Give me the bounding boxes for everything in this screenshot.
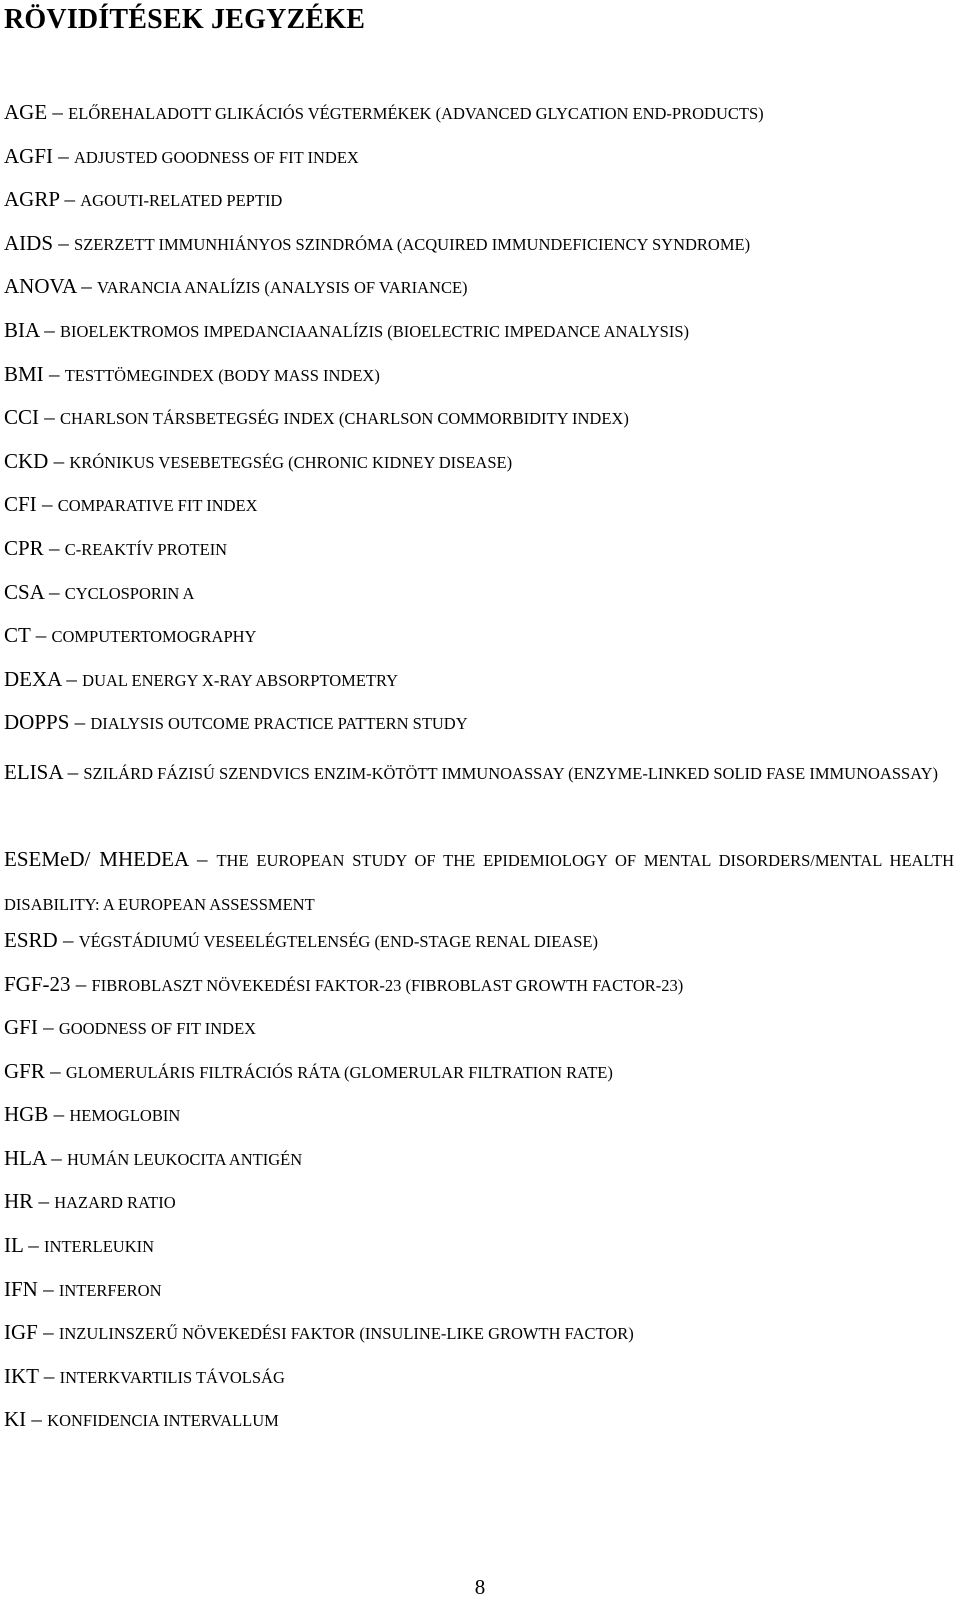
abbreviation-entry: [4, 925, 954, 969]
abbreviation-term: BMI: [4, 361, 44, 386]
abbreviation-definition: HUMÁN LEUKOCITA ANTIGÉN: [67, 1149, 303, 1169]
abbreviation-entry: [4, 228, 954, 272]
abbreviation-term: CCI: [4, 405, 40, 430]
abbreviation-separator: –: [53, 230, 75, 255]
abbreviation-separator: –: [39, 317, 61, 342]
abbreviation-definition: KRÓNIKUS VESEBETEGSÉG (CHRONIC KIDNEY DISEASE): [69, 452, 513, 472]
abbreviation-definition: CHARLSON TÁRSBETEGSÉG INDEX (CHARLSON COMMORBIDITY INDEX): [60, 409, 629, 429]
abbreviation-entry: [4, 1143, 954, 1187]
abbreviation-term: ANOVA: [4, 274, 76, 299]
abbreviation-definition: FIBROBLASZT NÖVEKEDÉSI FAKTOR-23 (FIBROBLAST GROWTH FACTOR-23): [91, 975, 684, 995]
abbreviation-separator: –: [69, 710, 91, 735]
abbreviation-entry: [4, 141, 954, 185]
abbreviation-entry: [4, 315, 954, 359]
abbreviation-term: FGF-23: [4, 971, 71, 996]
abbreviation-entry: [4, 1099, 954, 1143]
abbreviation-separator: –: [53, 143, 75, 168]
abbreviation-term: IGF: [4, 1320, 38, 1345]
abbreviation-definition: GLOMERULÁRIS FILTRÁCIÓS RÁTA (GLOMERULAR FILTRATION RATE): [65, 1062, 613, 1082]
abbreviation-definition: THE EUROPEAN STUDY OF THE EPIDEMIOLOGY OF MENTAL DISORDERS/MENTAL HEALTH DISABILITY: A EUROPEAN ASSESSMENT: [4, 850, 954, 914]
abbreviation-definition: INTERKVARTILIS TÁVOLSÁG: [59, 1367, 285, 1387]
abbreviation-separator: –: [75, 274, 97, 299]
abbreviation-entry: [4, 664, 954, 708]
abbreviation-separator: –: [46, 1145, 67, 1170]
abbreviation-definition: INTERLEUKIN: [44, 1237, 155, 1257]
abbreviation-separator: –: [26, 1407, 48, 1432]
abbreviation-term: AGE: [4, 100, 48, 124]
abbreviation-separator: –: [70, 971, 92, 996]
abbreviation-term: CT: [4, 623, 31, 648]
abbreviation-term: ESEMeD/ MHEDEA: [4, 846, 188, 871]
abbreviation-entry: [4, 1230, 954, 1274]
abbreviation-separator: –: [59, 187, 81, 212]
abbreviation-entry: [4, 1186, 954, 1230]
abbreviation-separator: –: [48, 448, 70, 473]
abbreviation-term: CSA: [4, 579, 44, 604]
abbreviation-separator: –: [23, 1233, 45, 1258]
abbreviation-term: AGRP: [4, 187, 60, 212]
abbreviation-entry: [4, 1361, 954, 1405]
abbreviation-definition: TESTTÖMEGINDEX (BODY MASS INDEX): [64, 365, 380, 385]
abbreviation-term: CKD: [4, 448, 49, 473]
abbreviation-entry: [4, 577, 954, 621]
abbreviation-list: [4, 97, 954, 1448]
abbreviation-separator: –: [30, 623, 52, 648]
abbreviation-term: CFI: [4, 492, 37, 517]
abbreviation-entry: [4, 1012, 954, 1056]
abbreviation-definition: VÉGSTÁDIUMÚ VESEELÉGTELENSÉG (END-STAGE RENAL DIEASE): [78, 931, 598, 951]
abbreviation-definition: DIALYSIS OUTCOME PRACTICE PATTERN STUDY: [90, 714, 468, 734]
abbreviation-separator: –: [39, 405, 61, 430]
abbreviation-entry: [4, 533, 954, 577]
abbreviation-entry: [4, 751, 954, 838]
abbreviation-entry: [4, 184, 954, 228]
abbreviation-term: ESRD: [4, 927, 58, 952]
page-title: RÖVIDÍTÉSEK JEGYZÉKE: [4, 4, 366, 35]
abbreviation-term: HLA: [4, 1145, 46, 1170]
abbreviation-entry: [4, 489, 954, 533]
abbreviation-term: HGB: [4, 1102, 49, 1127]
abbreviation-term: KI: [4, 1407, 27, 1432]
abbreviation-separator: –: [44, 1058, 66, 1083]
abbreviation-term: IL: [4, 1233, 24, 1258]
abbreviation-entry: [4, 359, 954, 403]
abbreviation-entry: [4, 1274, 954, 1318]
abbreviation-entry: [4, 1056, 954, 1100]
abbreviation-entry: [4, 1317, 954, 1361]
abbreviation-entry: [4, 446, 954, 490]
abbreviation-separator: –: [48, 1102, 70, 1127]
abbreviation-separator: –: [43, 535, 65, 560]
abbreviation-definition: COMPUTERTOMOGRAPHY: [51, 627, 257, 647]
abbreviation-definition: SZILÁRD FÁZISÚ SZENDVICS ENZIM-KÖTÖTT IMMUNOASSAY (ENZYME-LINKED SOLID FASE IMMUNOASSAY): [83, 763, 939, 783]
abbreviation-term: ELISA: [4, 759, 63, 784]
abbreviation-separator: –: [37, 1276, 59, 1301]
abbreviation-separator: –: [62, 759, 84, 784]
abbreviation-definition: INTERFERON: [58, 1280, 162, 1300]
abbreviation-separator: –: [43, 361, 65, 386]
abbreviation-definition: COMPARATIVE FIT INDEX: [57, 496, 258, 516]
abbreviation-entry: [4, 707, 954, 751]
abbreviation-definition: BIOELEKTROMOS IMPEDANCIAANALÍZIS (BIOELECTRIC IMPEDANCE ANALYSIS): [60, 321, 690, 341]
abbreviation-term: DOPPS: [4, 710, 70, 735]
abbreviation-term: IFN: [4, 1276, 38, 1301]
abbreviation-definition: KONFIDENCIA INTERVALLUM: [47, 1411, 279, 1431]
abbreviation-separator: –: [37, 1015, 59, 1040]
abbreviation-separator: –: [57, 927, 79, 952]
abbreviation-entry: [4, 97, 954, 141]
abbreviation-definition: SZERZETT IMMUNHIÁNYOS SZINDRÓMA (ACQUIRED IMMUNDEFICIENCY SYNDROME): [74, 234, 751, 254]
abbreviation-term: GFR: [4, 1058, 45, 1083]
abbreviation-definition: ELŐREHALADOTT GLIKÁCIÓS VÉGTERMÉKEK (ADVANCED GLYCATION END-PRODUCTS): [68, 104, 764, 123]
abbreviation-definition: DUAL ENERGY X-RAY ABSORPTOMETRY: [82, 670, 399, 690]
abbreviation-separator: –: [38, 1363, 60, 1388]
abbreviation-definition: C-REAKTÍV PROTEIN: [64, 539, 228, 559]
abbreviation-separator: –: [43, 579, 65, 604]
abbreviation-entry: [4, 969, 954, 1013]
abbreviation-entry: [4, 838, 954, 925]
abbreviation-term: BIA: [4, 317, 40, 342]
abbreviation-definition: INZULINSZERŰ NÖVEKEDÉSI FAKTOR (INSULINE-LIKE GROWTH FACTOR): [58, 1324, 634, 1344]
abbreviation-entry: [4, 620, 954, 664]
abbreviation-entry: [4, 1404, 954, 1448]
abbreviation-definition: HEMOGLOBIN: [69, 1106, 181, 1126]
abbreviation-term: DEXA: [4, 666, 62, 691]
abbreviation-entry: [4, 271, 954, 315]
abbreviation-term: AGFI: [4, 143, 54, 168]
abbreviation-separator: –: [47, 100, 69, 124]
abbreviation-definition: CYCLOSPORIN A: [64, 583, 195, 603]
abbreviation-definition: AGOUTI-RELATED PEPTID: [80, 191, 283, 211]
abbreviation-definition: VARANCIA ANALÍZIS (ANALYSIS OF VARIANCE): [96, 278, 468, 298]
abbreviation-entry: [4, 402, 954, 446]
abbreviation-separator: –: [61, 666, 83, 691]
abbreviation-term: HR: [4, 1189, 34, 1214]
abbreviation-term: AIDS: [4, 230, 54, 255]
abbreviation-term: CPR: [4, 535, 44, 560]
abbreviation-separator: –: [36, 492, 58, 517]
abbreviation-term: GFI: [4, 1015, 38, 1040]
abbreviation-definition: ADJUSTED GOODNESS OF FIT INDEX: [74, 147, 359, 167]
abbreviation-definition: GOODNESS OF FIT INDEX: [58, 1019, 257, 1039]
abbreviation-separator: –: [187, 846, 217, 871]
abbreviation-separator: –: [37, 1320, 59, 1345]
page-number: 8: [474, 1575, 486, 1599]
abbreviation-definition: HAZARD RATIO: [54, 1193, 176, 1213]
abbreviation-separator: –: [33, 1189, 55, 1214]
abbreviation-term: IKT: [4, 1363, 39, 1388]
